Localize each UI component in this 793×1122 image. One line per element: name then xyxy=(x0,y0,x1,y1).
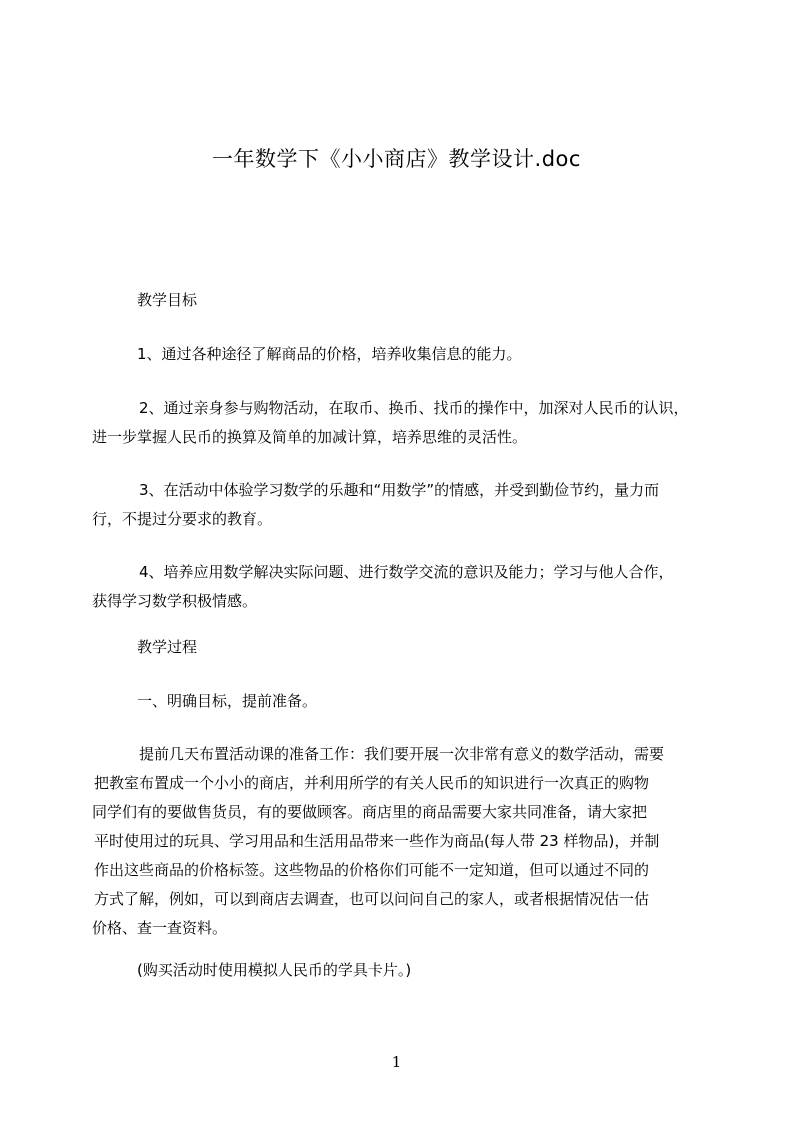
document-title: 一年数学下《小小商店》教学设计.doc xyxy=(212,147,581,171)
goal-2-line-2: 进一步掌握人民币的换算及简单的加减计算，培养思维的灵活性。 xyxy=(92,428,528,446)
heading-teaching-goals: 教学目标 xyxy=(137,291,198,309)
heading-teaching-process: 教学过程 xyxy=(137,638,198,656)
note-simulated-currency: (购买活动时使用模拟人民币的学具卡片。) xyxy=(137,961,412,979)
goal-2-line-1: 2、通过亲身参与购物活动，在取币、换币、找币的操作中，加深对人民币的认识， xyxy=(139,399,689,417)
paragraph-line: 作出这些商品的价格标签。这些物品的价格你们可能不一定知道，但可以通过不同的 xyxy=(94,861,650,879)
paragraph-line: 把教室布置成一个小小的商店，并利用所学的有关人民币的知识进行一次真正的购物 xyxy=(94,774,650,792)
goal-4-line-1: 4、培养应用数学解决实际问题、进行数学交流的意识及能力；学习与他人合作， xyxy=(139,563,674,581)
goal-4-line-2: 获得学习数学积极情感。 xyxy=(92,592,258,610)
paragraph-line: 价格、查一查资料。 xyxy=(92,919,228,937)
step-1-heading: 一、明确目标，提前准备。 xyxy=(137,692,318,710)
page-number: 1 xyxy=(391,1053,402,1071)
paragraph-line: 方式了解，例如，可以到商店去调查，也可以问问自己的家人，或者根据情况估一估 xyxy=(94,890,650,908)
paragraph-line: 同学们有的要做售货员，有的要做顾客。商店里的商品需要大家共同准备，请大家把 xyxy=(92,803,648,821)
goal-1: 1、通过各种途径了解商品的价格，培养收集信息的能力。 xyxy=(137,345,522,363)
goal-3-line-2: 行，不提过分要求的教育。 xyxy=(92,510,273,528)
paragraph-line: 平时使用过的玩具、学习用品和生活用品带来一些作为商品(每人带 23 样物品)，并制 xyxy=(94,832,660,850)
goal-3-line-1: 3、在活动中体验学习数学的乐趣和“用数学”的情感，并受到勤俭节约，量力而 xyxy=(139,481,660,499)
step-1-paragraph xyxy=(92,740,702,943)
paragraph-line: 提前几天布置活动课的准备工作：我们要开展一次非常有意义的数学活动，需要 xyxy=(139,745,665,763)
